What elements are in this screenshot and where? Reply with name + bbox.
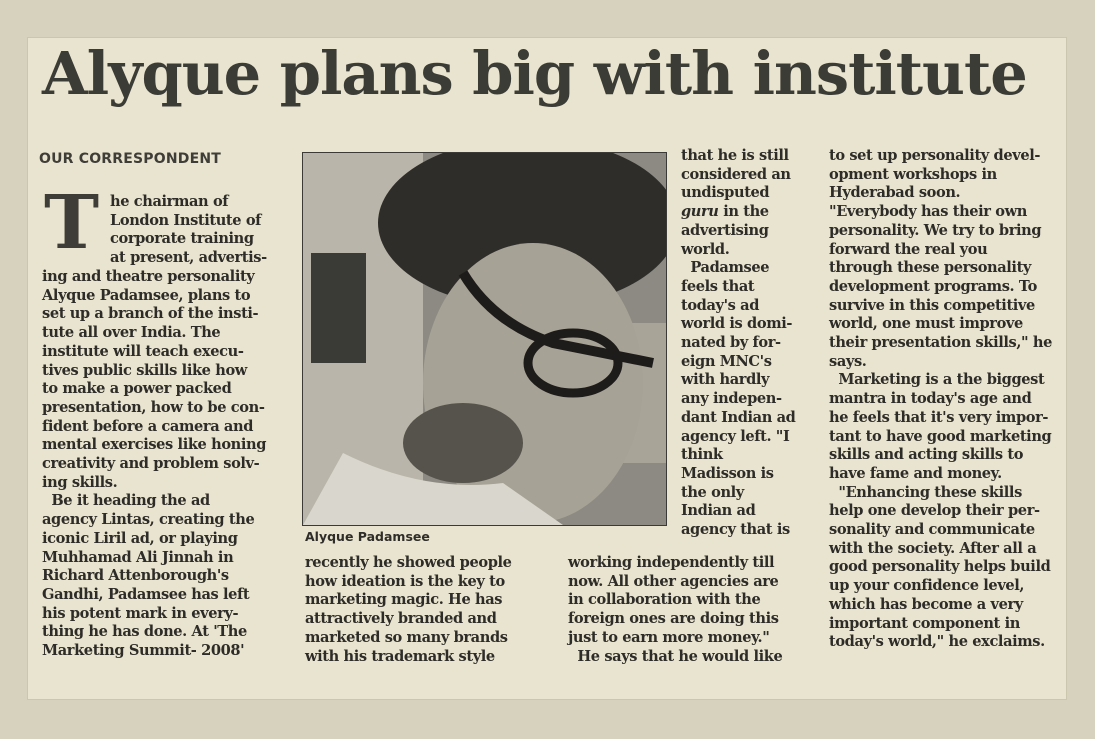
text-line: Alyque Padamsee, plans to [42, 286, 251, 304]
text-line: which has become a very [829, 595, 1023, 613]
column-3-bottom-text [568, 554, 782, 666]
text-line: undisputed [681, 184, 770, 202]
text-line: working independently till [568, 554, 775, 571]
text-line: dant Indian ad [681, 408, 796, 426]
text-line: Madisson is [681, 464, 774, 482]
text-line: up your confidence level, [829, 577, 1025, 595]
text-line: set up a branch of the insti- [42, 305, 259, 323]
text-line: world is domi- [681, 315, 793, 333]
text-line: today's world," he exclaims. [829, 633, 1045, 651]
text-line: tute all over India. The [42, 324, 221, 342]
text-line: with hardly [681, 371, 770, 389]
text-line: development programs. To [829, 277, 1038, 295]
text-line: "Enhancing these skills [829, 483, 1022, 501]
text-line: ing and theatre personality [42, 268, 255, 285]
text-line: Hyderabad soon. [829, 184, 961, 202]
text-line: through these personality [829, 259, 1032, 277]
text-line: he chairman of [110, 193, 229, 210]
text-line: marketed so many brands [305, 628, 508, 646]
text-line: with his trademark style [305, 647, 495, 665]
headline: Alyque plans big with institute [42, 39, 1027, 108]
text-line: thing he has done. At 'The [42, 623, 247, 641]
text-line: opment workshops in [829, 165, 997, 183]
text-line: institute will teach execu- [42, 342, 244, 360]
text-line: "Everybody has their own [829, 203, 1027, 221]
text-line: says. [829, 352, 867, 370]
text-line: that he is still [681, 147, 789, 164]
text-line: to make a power packed [42, 380, 232, 398]
text-line: creativity and problem solv- [42, 455, 260, 473]
text-line: Muhhamad Ali Jinnah in [42, 548, 234, 566]
column-1-text [42, 268, 266, 661]
text-line: think [681, 446, 723, 464]
text-line: agency that is [681, 521, 790, 539]
text-line: corporate training [110, 230, 254, 248]
text-line: with the society. After all a [829, 539, 1037, 557]
portrait-image [303, 153, 666, 525]
column-4-text [829, 147, 1052, 652]
text-line: tant to have good marketing [829, 427, 1052, 445]
text-line: in collaboration with the [568, 591, 761, 609]
text-line: Marketing is a the biggest [829, 371, 1045, 389]
drop-cap: T [44, 180, 100, 266]
text-line: fident before a camera and [42, 417, 254, 435]
text-line: personality. We try to bring [829, 221, 1042, 239]
text-line: recently he showed people [305, 554, 512, 571]
text-line: Indian ad [681, 502, 756, 520]
text-line: how ideation is the key to [305, 572, 505, 590]
text-line: any indepen- [681, 390, 782, 408]
text-line: foreign ones are doing this [568, 610, 779, 628]
text-line: nated by for- [681, 334, 781, 352]
text-line: agency left. "I [681, 427, 790, 445]
column-1-intro [110, 193, 267, 268]
text-line: Richard Attenborough's [42, 567, 229, 585]
text-line: now. All other agencies are [568, 572, 779, 590]
text-line: he feels that it's very impor- [829, 408, 1049, 426]
column-3-top-text [681, 147, 796, 540]
text-line: survive in this competitive [829, 296, 1035, 314]
text-line: world, one must improve [829, 315, 1023, 333]
text-line: He says that he would like [568, 647, 783, 665]
text-line: world. [681, 240, 730, 258]
text-line: ing skills. [42, 473, 118, 491]
text-line: Gandhi, Padamsee has left [42, 585, 250, 603]
text-line: advertising [681, 221, 769, 239]
text-line: attractively branded and [305, 610, 497, 628]
text-line: mantra in today's age and [829, 390, 1032, 408]
text-line: skills and acting skills to [829, 446, 1024, 464]
photo-caption: Alyque Padamsee [305, 529, 430, 544]
text-line: feels that [681, 277, 755, 295]
text-line: at present, advertis- [110, 249, 267, 267]
text-line: have fame and money. [829, 464, 1002, 482]
text-line: considered an [681, 165, 791, 183]
text-line: today's ad [681, 296, 760, 314]
text-line: their presentation skills," he [829, 334, 1052, 352]
text-line: iconic Liril ad, or playing [42, 529, 238, 547]
text-line: good personality helps build [829, 558, 1051, 576]
text-line: agency Lintas, creating the [42, 511, 255, 529]
text-line: his potent mark in every- [42, 604, 239, 622]
text-line: Padamsee [681, 259, 770, 277]
column-2-text [305, 554, 512, 666]
text-line: forward the real you [829, 240, 988, 258]
portrait-photo [302, 152, 667, 526]
text-line: important component in [829, 614, 1020, 632]
text-line: help one develop their per- [829, 502, 1040, 520]
text-line: marketing magic. He has [305, 591, 503, 609]
text-line: just to earn more money." [568, 628, 770, 646]
text-line: presentation, how to be con- [42, 398, 265, 416]
text-line: tives public skills like how [42, 361, 247, 379]
text-line: mental exercises like honing [42, 436, 267, 454]
text-line: sonality and communicate [829, 521, 1035, 539]
text-line: Be it heading the ad [42, 492, 210, 510]
byline: OUR CORRESPONDENT [39, 151, 222, 167]
text-line: to set up personality devel- [829, 147, 1041, 164]
text-line: the only [681, 483, 744, 501]
text-line: London Institute of [110, 211, 262, 229]
text-line: eign MNC's [681, 352, 772, 370]
text-line: Marketing Summit- 2008' [42, 642, 245, 660]
text-line: guru in the [681, 203, 769, 221]
